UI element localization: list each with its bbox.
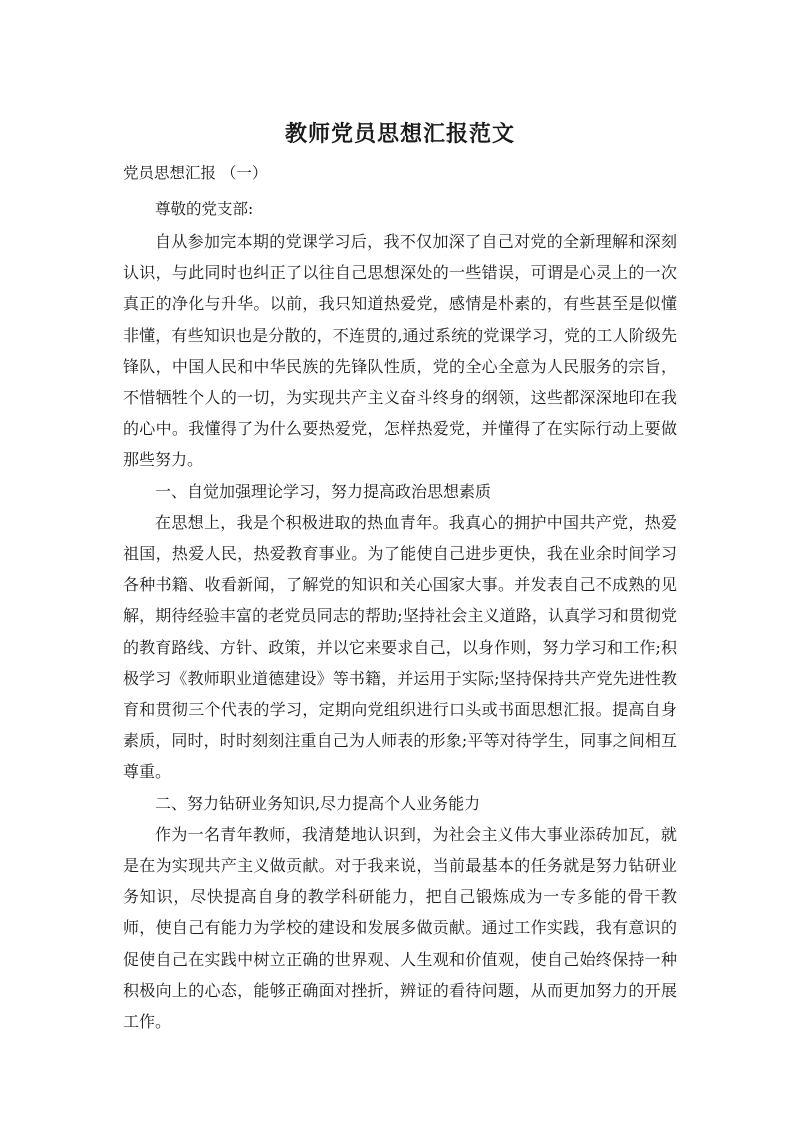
section-2-heading: 二、努力钻研业务知识,尽力提高个人业务能力 [155, 793, 481, 813]
document-subtitle: 党员思想汇报 （一） [123, 164, 268, 182]
section-1-heading: 一、自觉加强理论学习，努力提高政治思想素质 [155, 481, 492, 501]
document-title: 教师党员思想汇报范文 [284, 122, 515, 147]
section-2-paragraph: 作为一名青年教师，我清楚地认识到，为社会主义伟大事业添砖加瓦，就是在为实现共产主义做贡献。对于我来说，当前最基本的任务就是努力钻研业务知识，尽快提高自身的教学科研能力，把自己锻炼成为一专多能的骨干教师，使自己有能力为学校的建设和发展多做贡献。通过工作实践，我有意识的促使自己在实践中树立正确的世界观、人生观和价值观，使自己始终保持一种积极向上的心态，能够正确面对挫折，辨证的看待问题，从而更加努力的开展工作。 [123, 824, 677, 1032]
document-body [123, 226, 677, 1037]
section-1-paragraph: 在思想上，我是个积极进取的热血青年。我真心的拥护中国共产党，热爱祖国，热爱人民，热爱教育事业。为了能使自己进步更快，我在业余时间学习各种书籍、收看新闻，了解党的知识和关心国家大事。并发表自己不成熟的见解，期待经验丰富的老党员同志的帮助;坚持社会主义道路，认真学习和贯彻党的教育路线、方针、政策，并以它来要求自己，以身作则，努力学习和工作;积极学习《教师职业道德建设》等书籍，并运用于实际;坚持保持共产党先进性教育和贯彻三个代表的学习，定期向党组织进行口头或书面思想汇报。提高自身素质，同时，时时刻刻注重自己为人师表的形象;平等对待学生，同事之间相互尊重。 [123, 512, 677, 782]
salutation: 尊敬的党支部: [155, 200, 254, 218]
intro-paragraph: 自从参加完本期的党课学习后，我不仅加深了自己对党的全新理解和深刻认识，与此同时也纠正了以往自己思想深处的一些错误，可谓是心灵上的一次真正的净化与升华。以前，我只知道热爱党，感情是朴素的，有些甚至是似懂非懂，有些知识也是分散的，不连贯的,通过系统的党课学习，党的工人阶级先锋队，中国人民和中华民族的先锋队性质，党的全心全意为人民服务的宗旨，不惜牺牲个人的一切，为实现共产主义奋斗终身的纲领，这些都深深地印在我的心中。我懂得了为什么要热爱党，怎样热爱党，并懂得了在实际行动上要做那些努力。 [123, 232, 677, 470]
